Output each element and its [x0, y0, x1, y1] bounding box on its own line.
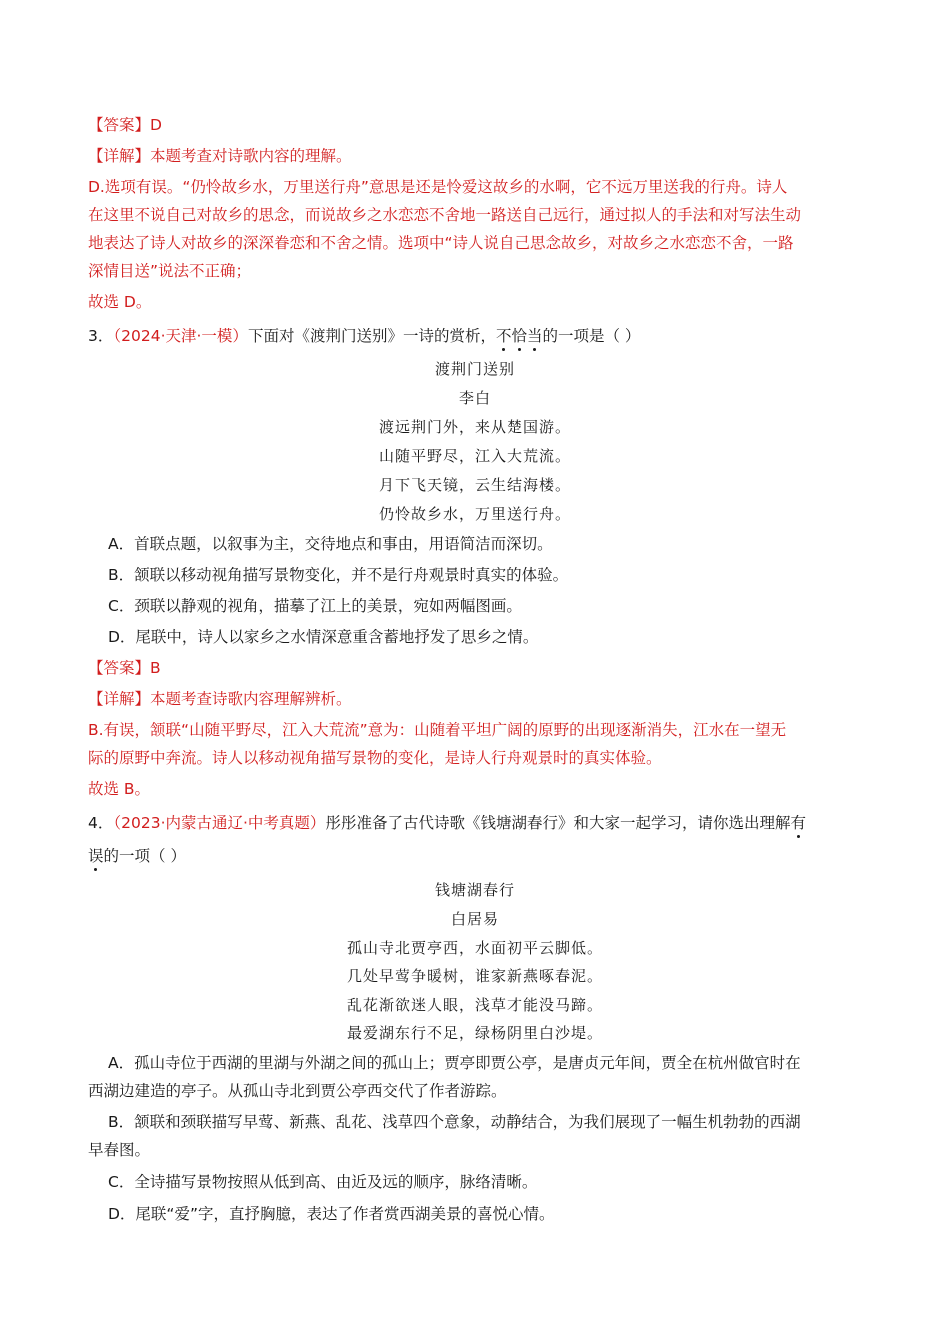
q4-source: （2023·内蒙古通辽·中考真题） — [113, 814, 326, 832]
q4-stem-continued — [88, 846, 860, 866]
q3-option-c: C．颈联以静观的视角，描摹了江上的美景，宛如两幅图画。 — [108, 597, 522, 615]
q3-poem-author: 李白 — [458, 389, 491, 407]
q4-stem-end: 的一项（ ） — [103, 847, 186, 865]
q3-answer: 【答案】B — [88, 659, 161, 677]
q3-conclusion: 故选 B。 — [88, 780, 151, 798]
q4-poem-line: 几处早莺争暖树，谁家新燕啄春泥。 — [346, 967, 603, 985]
q2-explain-line-3: 地表达了诗人对故乡的深深眷恋和不舍之情。选项中“诗人说自己思念故乡，对故乡之水恋恋不舍，一路 — [88, 234, 794, 252]
q4-option-c: C．全诗描写景物按照从低到高、由近及远的顺序，脉络清晰。 — [108, 1173, 538, 1191]
q3-poem-line: 山随平野尽，江入大荒流。 — [378, 447, 571, 465]
q3-poem-line: 仍怜故乡水，万里送行舟。 — [378, 505, 571, 523]
q3-poem-line: 渡远荆门外，来从楚国游。 — [378, 418, 571, 436]
q3-emphasis-char: 当 — [526, 327, 543, 345]
q4-poem-title: 钱塘湖春行 — [434, 881, 515, 899]
q2-answer: 【答案】D — [88, 116, 162, 134]
q3-option-d: D．尾联中，诗人以家乡之水情深意重含蓄地抒发了思乡之情。 — [108, 628, 539, 646]
q2-explain-line-1: D.选项有误。“仍怜故乡水，万里送行舟”意思是还是怜爱这故乡的水啊，它不远万里送我的行舟。诗人 — [88, 178, 788, 196]
q3-poem-line: 月下飞天镜，云生结海楼。 — [378, 476, 571, 494]
q3-emphasis-char: 恰 — [511, 327, 527, 345]
q4-poem-line: 孤山寺北贾亭西，水面初平云脚低。 — [346, 939, 603, 957]
q4-stem — [88, 813, 860, 833]
q4-option-b-line-1: B．颔联和颈联描写早莺、新燕、乱花、浅草四个意象，动静结合，为我们展现了一幅生机勃勃的西湖 — [108, 1113, 801, 1131]
q3-option-a: A．首联点题，以叙事为主，交待地点和事由，用语简洁而深切。 — [108, 535, 553, 553]
q4-poem-line: 最爱湖东行不足，绿杨阴里白沙堤。 — [346, 1024, 603, 1042]
q2-conclusion: 故选 D。 — [88, 293, 152, 311]
q3-number: 3． — [88, 327, 114, 345]
q4-poem-line: 乱花渐欲迷人眼，浅草才能没马蹄。 — [346, 996, 603, 1014]
q3-stem-text: 下面对《渡荆门送别》一诗的赏析， — [247, 327, 496, 345]
q4-option-a-line-1: A．孤山寺位于西湖的里湖与外湖之间的孤山上；贾亭即贾公亭，是唐贞元年间，贾全在杭州做官时在 — [108, 1054, 801, 1072]
q2-explain-line-2: 在这里不说自己对故乡的思念，而说故乡之水恋恋不舍地一路送自己远行，通过拟人的手法和对写法生动 — [88, 206, 802, 224]
q4-option-d: D．尾联“爱”字，直抒胸臆，表达了作者赏西湖美景的喜悦心情。 — [108, 1205, 555, 1223]
q2-explain-line-4: 深情目送”说法不正确； — [88, 262, 252, 280]
q2-detail: 【详解】本题考查对诗歌内容的理解。 — [88, 147, 352, 165]
q4-poem-author: 白居易 — [450, 910, 499, 928]
q3-explain-line-2: 际的原野中奔流。诗人以移动视角描写景物的变化，是诗人行舟观景时的真实体验。 — [88, 749, 662, 767]
q3-source: （2024·天津·一模） — [113, 327, 248, 345]
q4-option-b-line-2: 早春图。 — [88, 1141, 151, 1159]
q4-emphasis-char: 有 — [790, 814, 806, 832]
q4-number: 4． — [88, 814, 114, 832]
q4-stem-text: 彤彤准备了古代诗歌《钱塘湖春行》和大家一起学习，请你选出理解 — [325, 814, 791, 832]
q3-option-b: B．颔联以移动视角描写景物变化，并不是行舟观景时真实的体验。 — [108, 566, 569, 584]
q3-emphasis-char: 不 — [495, 327, 512, 345]
q3-detail: 【详解】本题考查诗歌内容理解辨析。 — [88, 690, 352, 708]
q4-option-a-line-2: 西湖边建造的亭子。从孤山寺北到贾公亭西交代了作者游踪。 — [88, 1082, 507, 1100]
q3-stem-end: 的一项是（ ） — [542, 327, 641, 345]
q3-explain-line-1: B.有误，颔联“山随平野尽，江入大荒流”意为：山随着平坦广阔的原野的出现逐渐消失，江水在一望无 — [88, 721, 787, 739]
q3-stem — [88, 326, 860, 346]
q4-emphasis-char: 误 — [88, 847, 104, 865]
q3-poem-title: 渡荆门送别 — [434, 360, 515, 378]
